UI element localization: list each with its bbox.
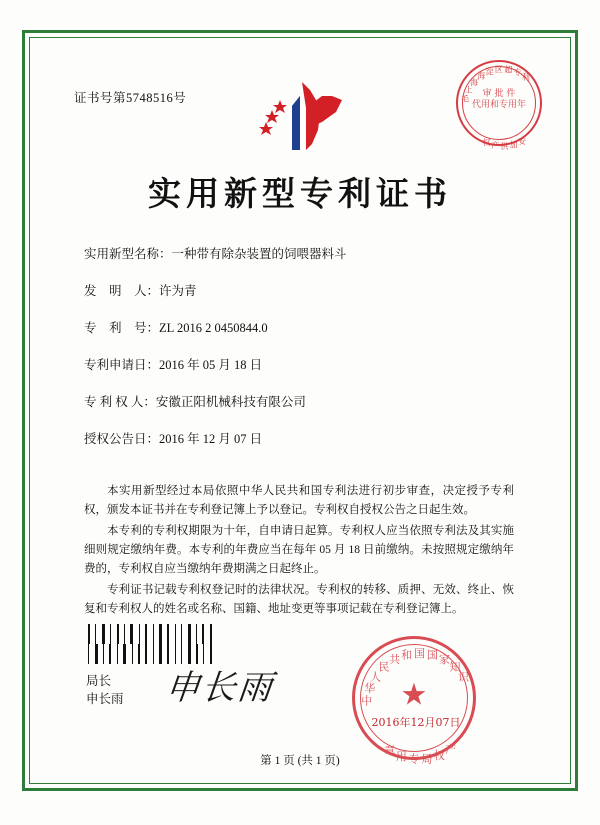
corner-ornament-bottom-left [22, 773, 40, 791]
approval-seal-line2: 代用和专用年 [471, 100, 526, 110]
legal-text-block [84, 482, 514, 621]
field-value-patent-number: ZL 2016 2 0450844.0 [159, 321, 268, 335]
legal-paragraph-1: 本实用新型经过本局依照中华人民共和国专利法进行初步审查，决定授予专利权，颁发本证书并在专利登记簿上予以登记。专利权自授权公告之日起生效。 [84, 485, 514, 516]
page-footer: 第 1 页 (共 1 页) [260, 755, 340, 767]
legal-paragraph-3: 专利证书记载专利权登记时的法律状况。专利权的转移、质押、无效、终止、恢复和专利权人的姓名或名称、国籍、地址变更等事项记载在专利登记簿上。 [84, 584, 514, 615]
corner-ornament-bottom-right [560, 773, 578, 791]
cnipa-logo-icon [256, 78, 348, 154]
approval-seal-icon [456, 60, 542, 151]
field-label-invention-name: 实用新型名称： [84, 247, 172, 261]
field-value-patentee: 安徽正阳机械科技有限公司 [155, 395, 306, 409]
field-row-grant-date [84, 429, 514, 447]
corner-ornament-top-right [560, 30, 578, 48]
director-block [86, 672, 124, 708]
director-label: 局长 [86, 674, 112, 688]
page-title: 实用新型专利证书 [148, 174, 452, 213]
field-value-inventor: 许为青 [159, 284, 197, 298]
approval-seal-line1: 审 批 件 [482, 89, 516, 99]
seal-star-icon: ★ [400, 678, 428, 712]
field-row-patentee [84, 392, 514, 410]
corner-ornament-top-left [22, 30, 40, 48]
field-label-grant-date: 授权公告日： [84, 432, 160, 446]
field-row-inventor [84, 281, 514, 299]
field-row-invention-name [84, 244, 514, 262]
approval-seal-arc-bottom: 安 加 供 产 权 [482, 136, 526, 151]
field-value-application-date: 2016 年 05 月 18 日 [159, 358, 263, 372]
legal-paragraph-2: 本专利的专利权期限为十年，自申请日起算。专利权人应当依照专利法及其实施细则规定缴纳年费。本专利的年费应当在每年 05 月 18 日前缴纳。未按照规定缴纳年费的，专利权自应当缴纳年费期满之日起终止。 [84, 525, 514, 575]
field-value-grant-date: 2016 年 12 月 07 日 [159, 432, 263, 446]
national-seal-icon: 中 华 人 民 共 和 国 国 家 知 识 产 权 局 专 用 章 ★ [352, 636, 476, 760]
field-label-patentee: 专 利 权 人： [84, 395, 156, 409]
seal-date: 2016年12月07日 [371, 716, 461, 729]
field-label-patent-number: 专 利 号： [84, 321, 160, 335]
director-name: 申长雨 [86, 692, 124, 706]
barcode [88, 624, 214, 644]
field-value-invention-name: 一种带有除杂装置的饲喂器料斗 [171, 247, 347, 261]
certificate-fields [84, 244, 514, 466]
field-row-patent-number [84, 318, 514, 336]
field-label-application-date: 专利申请日： [84, 358, 160, 372]
field-row-application-date [84, 355, 514, 373]
director-signature: 申长雨 [163, 668, 276, 708]
field-label-inventor: 发 明 人： [84, 284, 160, 298]
approval-seal-arc-top: 毛 上 海 海 淀 区 超 专 利 [461, 65, 530, 104]
certificate-number: 证书号第5748516号 [74, 91, 187, 105]
